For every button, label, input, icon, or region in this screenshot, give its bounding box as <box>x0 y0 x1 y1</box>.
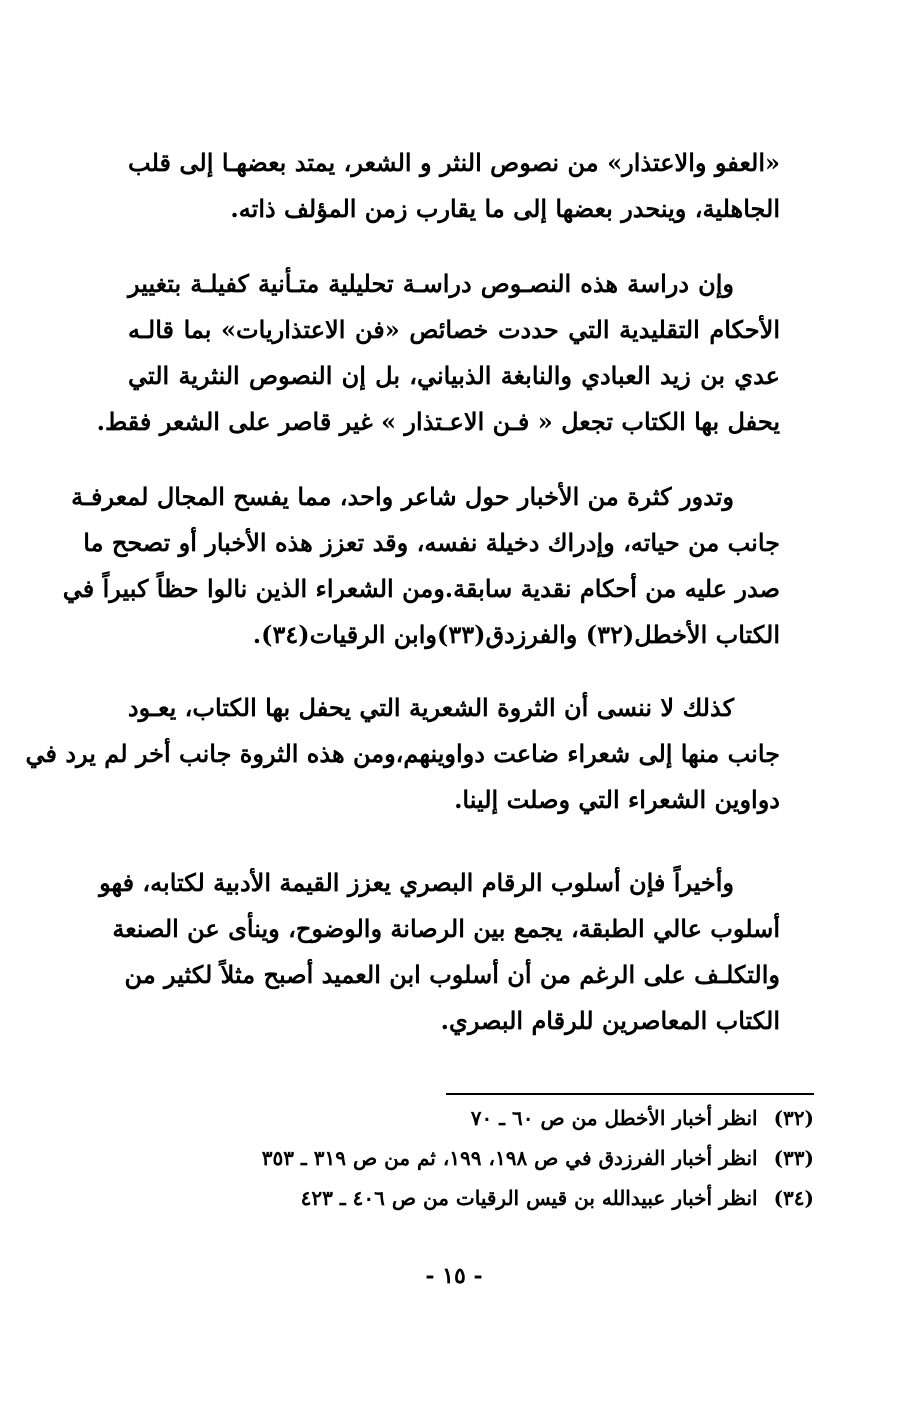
text-line: أسلوب عالي الطبقة، يجمع بين الرصانة والوضوح، وينأى عن الصنعة <box>112 914 780 943</box>
footnote-number: (٣٢) <box>773 1106 814 1130</box>
text-line: الكتاب الأخطل(٣٢) والفرزدق(٣٣)وابن الرقيات(٣٤). <box>252 620 780 649</box>
footnote-34 <box>180 1178 814 1218</box>
text-line: الجاهلية، وينحدر بعضها إلى ما يقارب زمن المؤلف ذاته. <box>230 194 780 223</box>
text-line: الكتاب المعاصرين للرقام البصري. <box>440 1006 780 1035</box>
footnote-33 <box>180 1138 814 1178</box>
paragraph-4 <box>25 685 780 823</box>
footnote-text: انظر أخبار الفرزدق في ص ١٩٨، ١٩٩، ثم من ص ٣١٩ ـ ٣٥٣ <box>261 1146 758 1170</box>
text-line: وإن دراسة هذه النصـوص دراسـة تحليلية متـأنية كفيلـة بتغيير <box>128 269 734 298</box>
paragraph-2 <box>96 261 780 445</box>
text-line: جانب منها إلى شعراء ضاعت دواوينهم،ومن هذه الثروة جانب أخر لم يرد في <box>25 739 780 768</box>
paragraph-5 <box>99 860 780 1044</box>
footnotes <box>180 1098 814 1218</box>
paragraph-1 <box>128 140 780 232</box>
text-line: دواوين الشعراء التي وصلت إلينا. <box>454 785 780 814</box>
footnote-number: (٣٣) <box>773 1146 814 1170</box>
text-line: عدي بن زيد العبادي والنابغة الذبياني، بل إن النصوص النثرية التي <box>128 361 780 390</box>
text-line: «العفو والاعتذار» من نصوص النثر و الشعر، يمتد بعضهـا إلى قلب <box>128 148 780 177</box>
text-line: كذلك لا ننسى أن الثروة الشعرية التي يحفل بها الكتاب، يعـود <box>127 693 734 722</box>
footnote-32 <box>180 1098 814 1138</box>
footnote-text: انظر أخبار الأخطل من ص ٦٠ ـ ٧٠ <box>470 1106 758 1130</box>
footnote-number: (٣٤) <box>773 1186 814 1210</box>
text-line: صدر عليه من أحكام نقدية سابقة.ومن الشعراء الذين نالوا حظاً كبيراً في <box>62 574 780 603</box>
paragraph-3 <box>62 474 780 658</box>
text-line: والتكلـف على الرغم من أن أسلوب ابن العميد أصبح مثلاً لكثير من <box>124 960 780 989</box>
footnote-divider <box>446 1093 814 1095</box>
text-line: وتدور كثرة من الأخبار حول شاعر واحد، مما يفسح المجال لمعرفـة <box>71 482 734 511</box>
footnote-text: انظر أخبار عبيدالله بن قيس الرقيات من ص ٤٠٦ ـ ٤٢٣ <box>300 1186 758 1210</box>
text-line: يحفل بها الكتاب تجعل « فـن الاعـتذار » غير قاصر على الشعر فقط. <box>96 407 780 436</box>
page-number: - ١٥ - <box>425 1263 483 1289</box>
text-line: الأحكام التقليدية التي حددت خصائص «فن الاعتذاريات» بما قالـه <box>128 315 780 344</box>
text-line: جانب من حياته، وإدراك دخيلة نفسه، وقد تعزز هذه الأخبار أو تصحح ما <box>83 528 780 557</box>
text-line: وأخيراً فإن أسلوب الرقام البصري يعزز القيمة الأدبية لكتابه، فهو <box>99 868 734 897</box>
